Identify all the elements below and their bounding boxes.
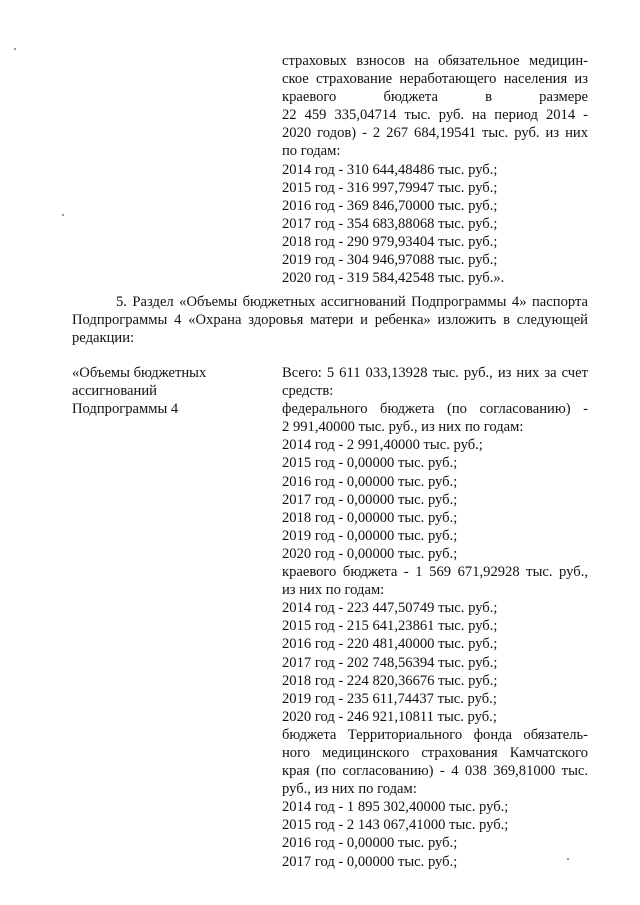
paragraph-line: 5. Раздел «Объемы бюджетных ассигнований Подпрограммы 4» паспорта xyxy=(116,294,588,310)
value-line: 2017 год - 0,00000 тыс. руб.; xyxy=(282,491,458,508)
value-line: руб., из них по годам: xyxy=(282,781,417,798)
text-line: 22 459 335,04714 тыс. руб. на период 2014 - xyxy=(282,107,588,124)
paragraph-line: редакции: xyxy=(72,330,135,347)
paragraph-line: Подпрограммы 4 «Охрана здоровья матери и ребенка» изложить в следующей xyxy=(72,312,588,329)
value-line: из них по годам: xyxy=(282,582,385,599)
text-line: 2018 год - 290 979,93404 тыс. руб.; xyxy=(282,233,498,250)
value-line: краевого бюджета - 1 569 671,92928 тыс. руб., xyxy=(282,564,588,581)
value-line: 2017 год - 202 748,56394 тыс. руб.; xyxy=(282,654,498,671)
table-value-column xyxy=(282,364,588,871)
label-line: ассигнований xyxy=(72,383,157,400)
scan-speck xyxy=(14,48,16,50)
value-line: бюджета Территориального фонда обязатель- xyxy=(282,726,588,743)
value-line: 2015 год - 2 143 067,41000 тыс. руб.; xyxy=(282,817,509,834)
value-line: ного медицинского страхования Камчатского xyxy=(282,744,588,761)
table-label-column xyxy=(72,364,252,418)
value-line: средств: xyxy=(282,383,334,400)
value-line: 2016 год - 0,00000 тыс. руб.; xyxy=(282,473,458,490)
value-line: 2016 год - 220 481,40000 тыс. руб.; xyxy=(282,636,498,653)
value-line: 2014 год - 1 895 302,40000 тыс. руб.; xyxy=(282,799,509,816)
text-line: 2020 год - 319 584,42548 тыс. руб.». xyxy=(282,270,505,287)
text-line: 2020 годов) - 2 267 684,19541 тыс. руб. из них xyxy=(282,125,588,142)
value-line: 2 991,40000 тыс. руб., из них по годам: xyxy=(282,419,524,436)
value-line: 2015 год - 215 641,23861 тыс. руб.; xyxy=(282,618,498,635)
value-line: 2014 год - 2 991,40000 тыс. руб.; xyxy=(282,437,483,454)
text-line: ское страхование неработающего населения из xyxy=(282,71,588,88)
text-line: краевого бюджета в размере xyxy=(282,89,588,106)
text-line: 2019 год - 304 946,97088 тыс. руб.; xyxy=(282,252,498,269)
amendment-paragraph xyxy=(72,293,588,347)
value-line: 2015 год - 0,00000 тыс. руб.; xyxy=(282,455,458,472)
value-line: 2014 год - 223 447,50749 тыс. руб.; xyxy=(282,600,498,617)
text-line: 2015 год - 316 997,79947 тыс. руб.; xyxy=(282,179,498,196)
label-line: Подпрограммы 4 xyxy=(72,401,179,418)
value-line: 2020 год - 0,00000 тыс. руб.; xyxy=(282,545,458,562)
value-line: 2018 год - 0,00000 тыс. руб.; xyxy=(282,509,458,526)
value-line: 2017 год - 0,00000 тыс. руб.; xyxy=(282,853,458,870)
value-line: 2020 год - 246 921,10811 тыс. руб.; xyxy=(282,708,497,725)
value-line: края (по согласованию) - 4 038 369,81000 тыс. xyxy=(282,763,588,780)
text-line: 2017 год - 354 683,88068 тыс. руб.; xyxy=(282,215,498,232)
value-line: 2019 год - 235 611,74437 тыс. руб.; xyxy=(282,690,497,707)
value-line: 2019 год - 0,00000 тыс. руб.; xyxy=(282,527,458,544)
text-line: 2016 год - 369 846,70000 тыс. руб.; xyxy=(282,197,498,214)
label-line: «Объемы бюджетных xyxy=(72,365,207,381)
text-line: страховых взносов на обязательное медицин- xyxy=(282,53,588,69)
value-line: 2018 год - 224 820,36676 тыс. руб.; xyxy=(282,672,498,689)
value-line: федерального бюджета (по согласованию) - xyxy=(282,401,588,418)
scan-speck xyxy=(62,214,64,216)
value-line: 2016 год - 0,00000 тыс. руб.; xyxy=(282,835,458,852)
continued-text-block xyxy=(282,52,588,287)
text-line: по годам: xyxy=(282,143,341,160)
value-line: Всего: 5 611 033,13928 тыс. руб., из них за счет xyxy=(282,365,588,381)
text-line: 2014 год - 310 644,48486 тыс. руб.; xyxy=(282,161,498,178)
